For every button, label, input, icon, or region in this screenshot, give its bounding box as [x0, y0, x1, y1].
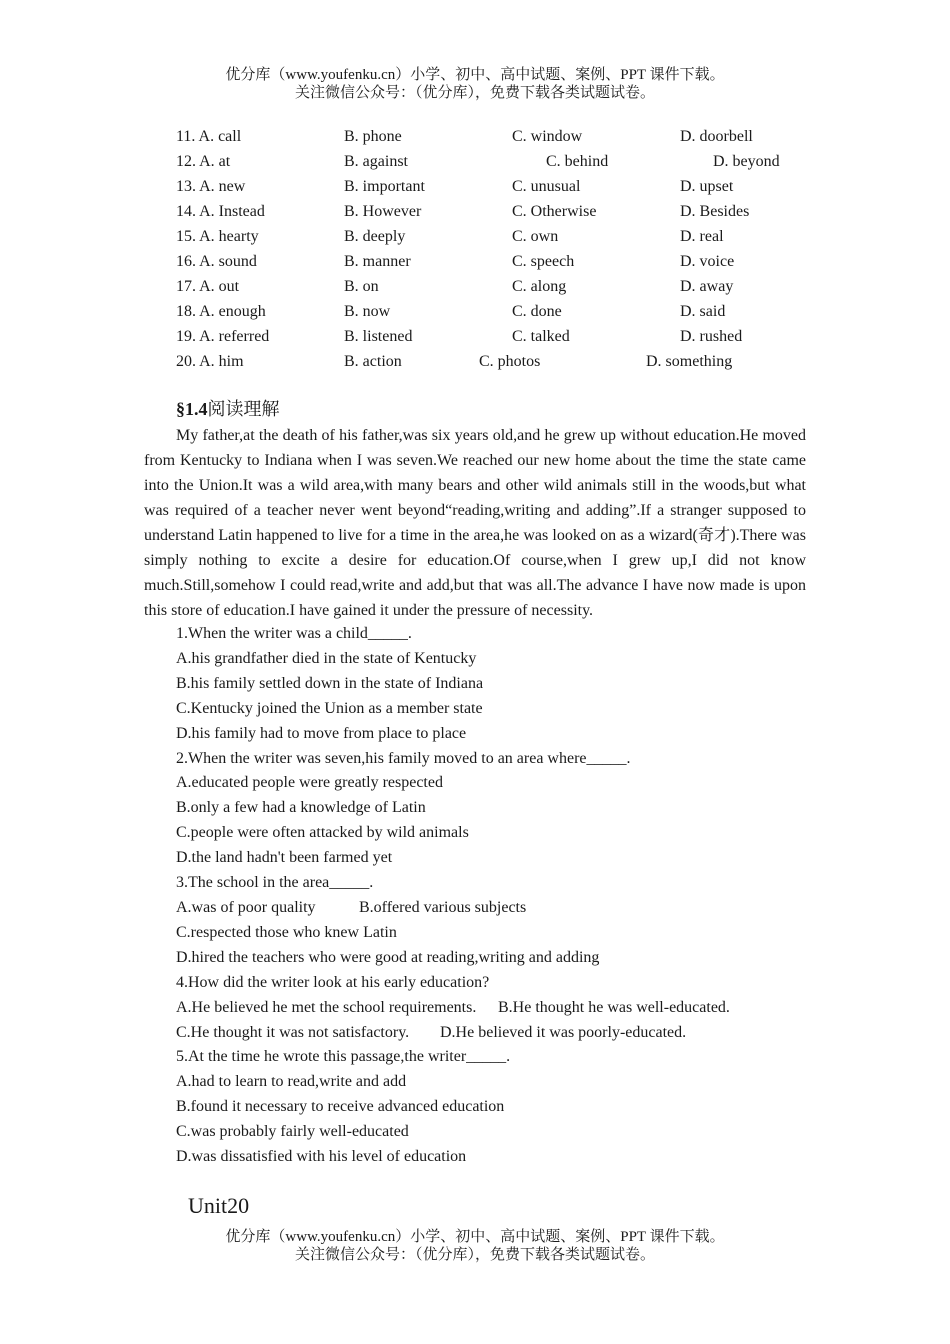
option-b: B. deeply	[344, 228, 406, 245]
answer-option: D.He believed it was poorly-educated.	[440, 1023, 687, 1041]
answer-option: A.his grandfather died in the state of Kentucky	[176, 649, 477, 667]
option-a: 17. A. out	[176, 278, 240, 295]
option-c: C. own	[512, 228, 559, 245]
option-d: D. away	[680, 278, 734, 295]
option-row-14	[0, 199, 950, 224]
option-row-19	[0, 324, 950, 349]
question-stem: 5.At the time he wrote this passage,the writer_____.	[176, 1048, 511, 1066]
section-number: §1.4	[176, 399, 208, 419]
answer-option: C.people were often attacked by wild animals	[176, 824, 469, 842]
option-c: C. talked	[512, 328, 570, 345]
option-a: 13. A. new	[176, 178, 246, 195]
answer-option: B.He thought he was well-educated.	[498, 998, 730, 1016]
option-b: B. manner	[344, 253, 411, 270]
section-title: 阅读理解	[207, 399, 280, 419]
option-d: D. something	[646, 353, 733, 370]
option-c: C. Otherwise	[512, 203, 597, 220]
option-b: B. on	[344, 278, 379, 295]
option-c: C. speech	[512, 253, 575, 270]
answer-option-pair	[176, 1021, 816, 1046]
answer-option: B.his family settled down in the state of Indiana	[176, 674, 484, 692]
question-stem: 3.The school in the area_____.	[176, 874, 374, 892]
option-d: D. said	[680, 303, 726, 320]
option-c: C. photos	[479, 353, 541, 370]
answer-option: D.his family had to move from place to place	[176, 724, 467, 742]
answer-option: C.Kentucky joined the Union as a member state	[176, 699, 483, 717]
option-row-20	[0, 349, 950, 374]
question-stem: 2.When the writer was seven,his family moved to an area where_____.	[176, 749, 631, 767]
option-c: C. behind	[546, 153, 609, 170]
page-header	[0, 66, 950, 102]
option-b: B. important	[344, 178, 425, 195]
option-b: B. listened	[344, 328, 413, 345]
option-d: D. beyond	[713, 153, 780, 170]
option-d: D. doorbell	[680, 128, 753, 145]
option-row-16	[0, 249, 950, 274]
answer-option: D.was dissatisfied with his level of education	[176, 1148, 467, 1166]
option-d: D. rushed	[680, 328, 743, 345]
reading-passage: My father,at the death of his father,was six years old,and he grew up without education.He moved from Kentucky to Indiana when I was seven.We reached our new home about the time the state came into the Union.It was a wild area,with many bears and other wild animals still in the woods,but what was required of a teacher never went beyond“reading,writing and adding”.If a stranger supposed to understand Latin happened to live for a time in the area,he was looked on as a wizard(奇才).There was simply nothing to excite a desire for education.Of course,when I grew up,I did not know much.Still,somehow I could read,write and add,but that was all.The advance I have now made is upon this store of education.I have gained it under the pressure of necessity.	[144, 427, 806, 619]
question-list	[176, 622, 816, 1170]
option-c: C. unusual	[512, 178, 581, 195]
option-d: D. voice	[680, 253, 735, 270]
option-d: D. Besides	[680, 203, 750, 220]
option-a: 11. A. call	[176, 128, 242, 145]
option-row-17	[0, 274, 950, 299]
option-d: D. upset	[680, 178, 734, 195]
option-a: 18. A. enough	[176, 303, 266, 320]
answer-option: D.hired the teachers who were good at reading,writing and adding	[176, 948, 600, 966]
option-row-11	[0, 124, 950, 149]
answer-option: A.educated people were greatly respected	[176, 774, 443, 792]
answer-option: B.only a few had a knowledge of Latin	[176, 799, 426, 817]
answer-option: C.He thought it was not satisfactory.	[176, 1023, 410, 1041]
option-a: 15. A. hearty	[176, 228, 259, 245]
option-c: C. done	[512, 303, 562, 320]
page-footer	[0, 1228, 950, 1264]
option-row-18	[0, 299, 950, 324]
unit-heading: Unit20	[188, 1193, 250, 1218]
header-line-1: 优分库（www.youfenku.cn）小学、初中、高中试题、案例、PPT 课件下载。	[225, 67, 725, 83]
answer-option: A.He believed he met the school requirements.	[176, 998, 477, 1016]
answer-option: A.was of poor quality	[176, 898, 316, 916]
option-a: 16. A. sound	[176, 253, 257, 270]
answer-option: B.offered various subjects	[359, 898, 527, 916]
option-c: C. window	[512, 128, 583, 145]
option-d: D. real	[680, 228, 724, 245]
option-a: 19. A. referred	[176, 328, 270, 345]
option-b: B. However	[344, 203, 422, 220]
question-stem: 1.When the writer was a child_____.	[176, 625, 412, 642]
option-row-15	[0, 224, 950, 249]
option-row-13	[0, 174, 950, 199]
answer-option: C.was probably fairly well-educated	[176, 1123, 409, 1141]
option-c: C. along	[512, 278, 567, 295]
answer-option: D.the land hadn't been farmed yet	[176, 849, 393, 867]
footer-line-1: 优分库（www.youfenku.cn）小学、初中、高中试题、案例、PPT 课件下载。	[225, 1229, 725, 1245]
section-heading	[176, 397, 280, 422]
answer-option: A.had to learn to read,write and add	[176, 1073, 407, 1091]
footer-line-2: 关注微信公众号：（优分库），免费下载各类试题试卷。	[294, 1247, 655, 1263]
answer-option: C.respected those who knew Latin	[176, 923, 397, 941]
answer-option: B.found it necessary to receive advanced education	[176, 1098, 505, 1116]
header-line-2: 关注微信公众号：（优分库），免费下载各类试题试卷。	[294, 85, 655, 101]
option-a: 20. A. him	[176, 353, 244, 370]
option-row-12	[0, 149, 950, 174]
option-b: B. against	[344, 153, 408, 170]
option-b: B. action	[344, 353, 402, 370]
option-a: 14. A. Instead	[176, 203, 265, 220]
answer-option-pair	[176, 996, 816, 1021]
option-a: 12. A. at	[176, 153, 231, 170]
answer-option-pair	[176, 896, 816, 921]
option-b: B. now	[344, 303, 391, 320]
question-stem: 4.How did the writer look at his early education?	[176, 973, 490, 991]
option-b: B. phone	[344, 128, 402, 145]
